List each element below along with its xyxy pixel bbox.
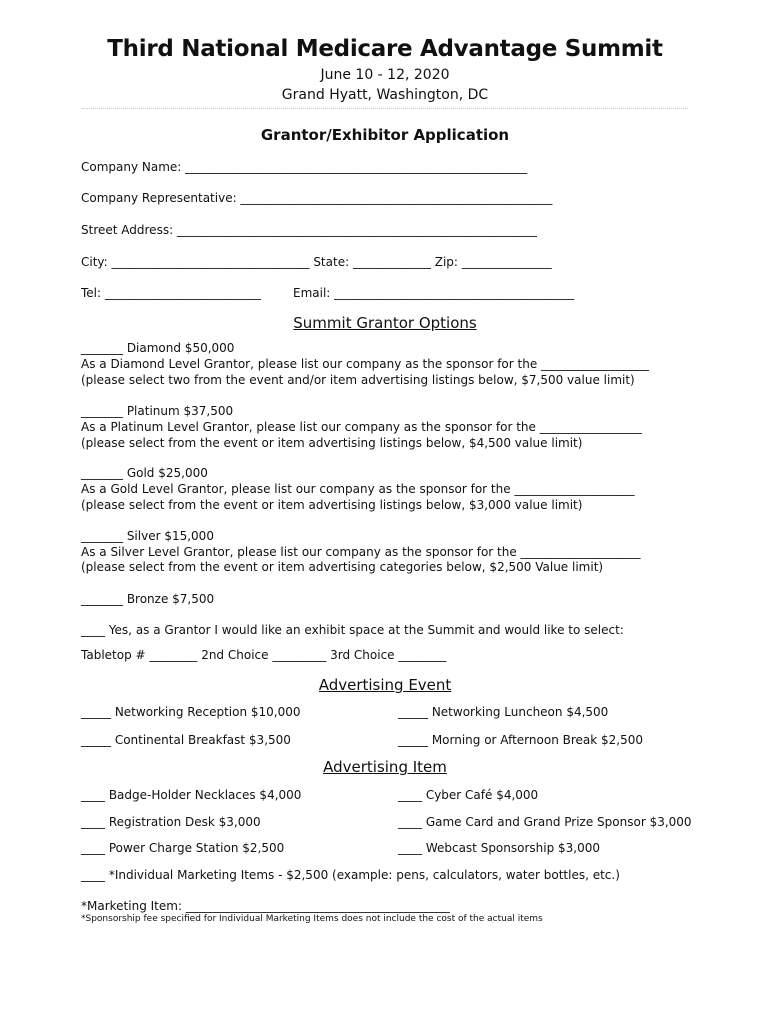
footnote: *Sponsorship fee specified for Individual Marketing Items does not include the cost of the actual items xyxy=(81,914,543,924)
page-title: Third National Medicare Advantage Summit xyxy=(107,36,663,62)
email-field[interactable]: Email: ________________________________________ xyxy=(293,286,575,300)
gold-note: (please select from the event or item advertising listings below, $3,000 value limit) xyxy=(81,498,583,512)
individual-marketing-option[interactable]: ____ *Individual Marketing Items - $2,500 (example: pens, calculators, water bottles, etc.) xyxy=(81,868,620,882)
gold-option[interactable]: _______ Gold $25,000 xyxy=(81,466,208,480)
advertising-event-heading: Advertising Event xyxy=(318,676,452,694)
event-dates: June 10 - 12, 2020 xyxy=(320,67,450,83)
header-divider xyxy=(82,108,688,109)
platinum-option[interactable]: _______ Platinum $37,500 xyxy=(81,404,234,418)
networking-reception-option[interactable]: _____ Networking Reception $10,000 xyxy=(81,705,301,719)
form-title: Grantor/Exhibitor Application xyxy=(260,126,510,144)
webcast-option[interactable]: ____ Webcast Sponsorship $3,000 xyxy=(398,841,601,855)
silver-note: (please select from the event or item advertising categories below, $2,500 Value limit) xyxy=(81,560,604,574)
game-card-option[interactable]: ____ Game Card and Grand Prize Sponsor $3,000 xyxy=(398,815,692,829)
registration-desk-option[interactable]: ____ Registration Desk $3,000 xyxy=(81,815,261,829)
event-venue: Grand Hyatt, Washington, DC xyxy=(281,87,489,103)
tabletop-choices[interactable]: Tabletop # ________ 2nd Choice _________ 3rd Choice ________ xyxy=(81,648,447,662)
silver-description[interactable]: As a Silver Level Grantor, please list our company as the sponsor for the ____________________ xyxy=(81,545,641,559)
diamond-note: (please select two from the event and/or item advertising listings below, $7,500 value limit) xyxy=(81,373,635,387)
company-representative-field[interactable]: Company Representative: ____________________________________________________ xyxy=(81,191,553,205)
networking-luncheon-option[interactable]: _____ Networking Luncheon $4,500 xyxy=(398,705,609,719)
continental-breakfast-option[interactable]: _____ Continental Breakfast $3,500 xyxy=(81,733,291,747)
gold-description[interactable]: As a Gold Level Grantor, please list our company as the sponsor for the ____________________ xyxy=(81,482,635,496)
street-address-field[interactable]: Street Address: ____________________________________________________________ xyxy=(81,223,537,237)
advertising-item-heading: Advertising Item xyxy=(323,758,447,776)
grantor-options-heading: Summit Grantor Options xyxy=(293,314,477,332)
marketing-item-field[interactable]: *Marketing Item: ____________________________________________ xyxy=(81,899,450,913)
power-charge-option[interactable]: ____ Power Charge Station $2,500 xyxy=(81,841,285,855)
diamond-description[interactable]: As a Diamond Level Grantor, please list our company as the sponsor for the __________________ xyxy=(81,357,650,371)
silver-option[interactable]: _______ Silver $15,000 xyxy=(81,529,214,543)
break-option[interactable]: _____ Morning or Afternoon Break $2,500 xyxy=(398,733,644,747)
badge-holder-option[interactable]: ____ Badge-Holder Necklaces $4,000 xyxy=(81,788,302,802)
tel-field[interactable]: Tel: __________________________ xyxy=(81,286,261,300)
platinum-note: (please select from the event or item advertising listings below, $4,500 value limit) xyxy=(81,436,583,450)
company-name-field[interactable]: Company Name: _________________________________________________________ xyxy=(81,160,528,174)
bronze-option[interactable]: _______ Bronze $7,500 xyxy=(81,592,215,606)
exhibit-space-option[interactable]: ____ Yes, as a Grantor I would like an exhibit space at the Summit and would like to select: xyxy=(81,623,624,637)
platinum-description[interactable]: As a Platinum Level Grantor, please list our company as the sponsor for the _________________ xyxy=(81,420,642,434)
city-state-zip-field[interactable]: City: _________________________________ State: _____________ Zip: _______________ xyxy=(81,255,552,269)
cyber-cafe-option[interactable]: ____ Cyber Café $4,000 xyxy=(398,788,539,802)
diamond-option[interactable]: _______ Diamond $50,000 xyxy=(81,341,235,355)
